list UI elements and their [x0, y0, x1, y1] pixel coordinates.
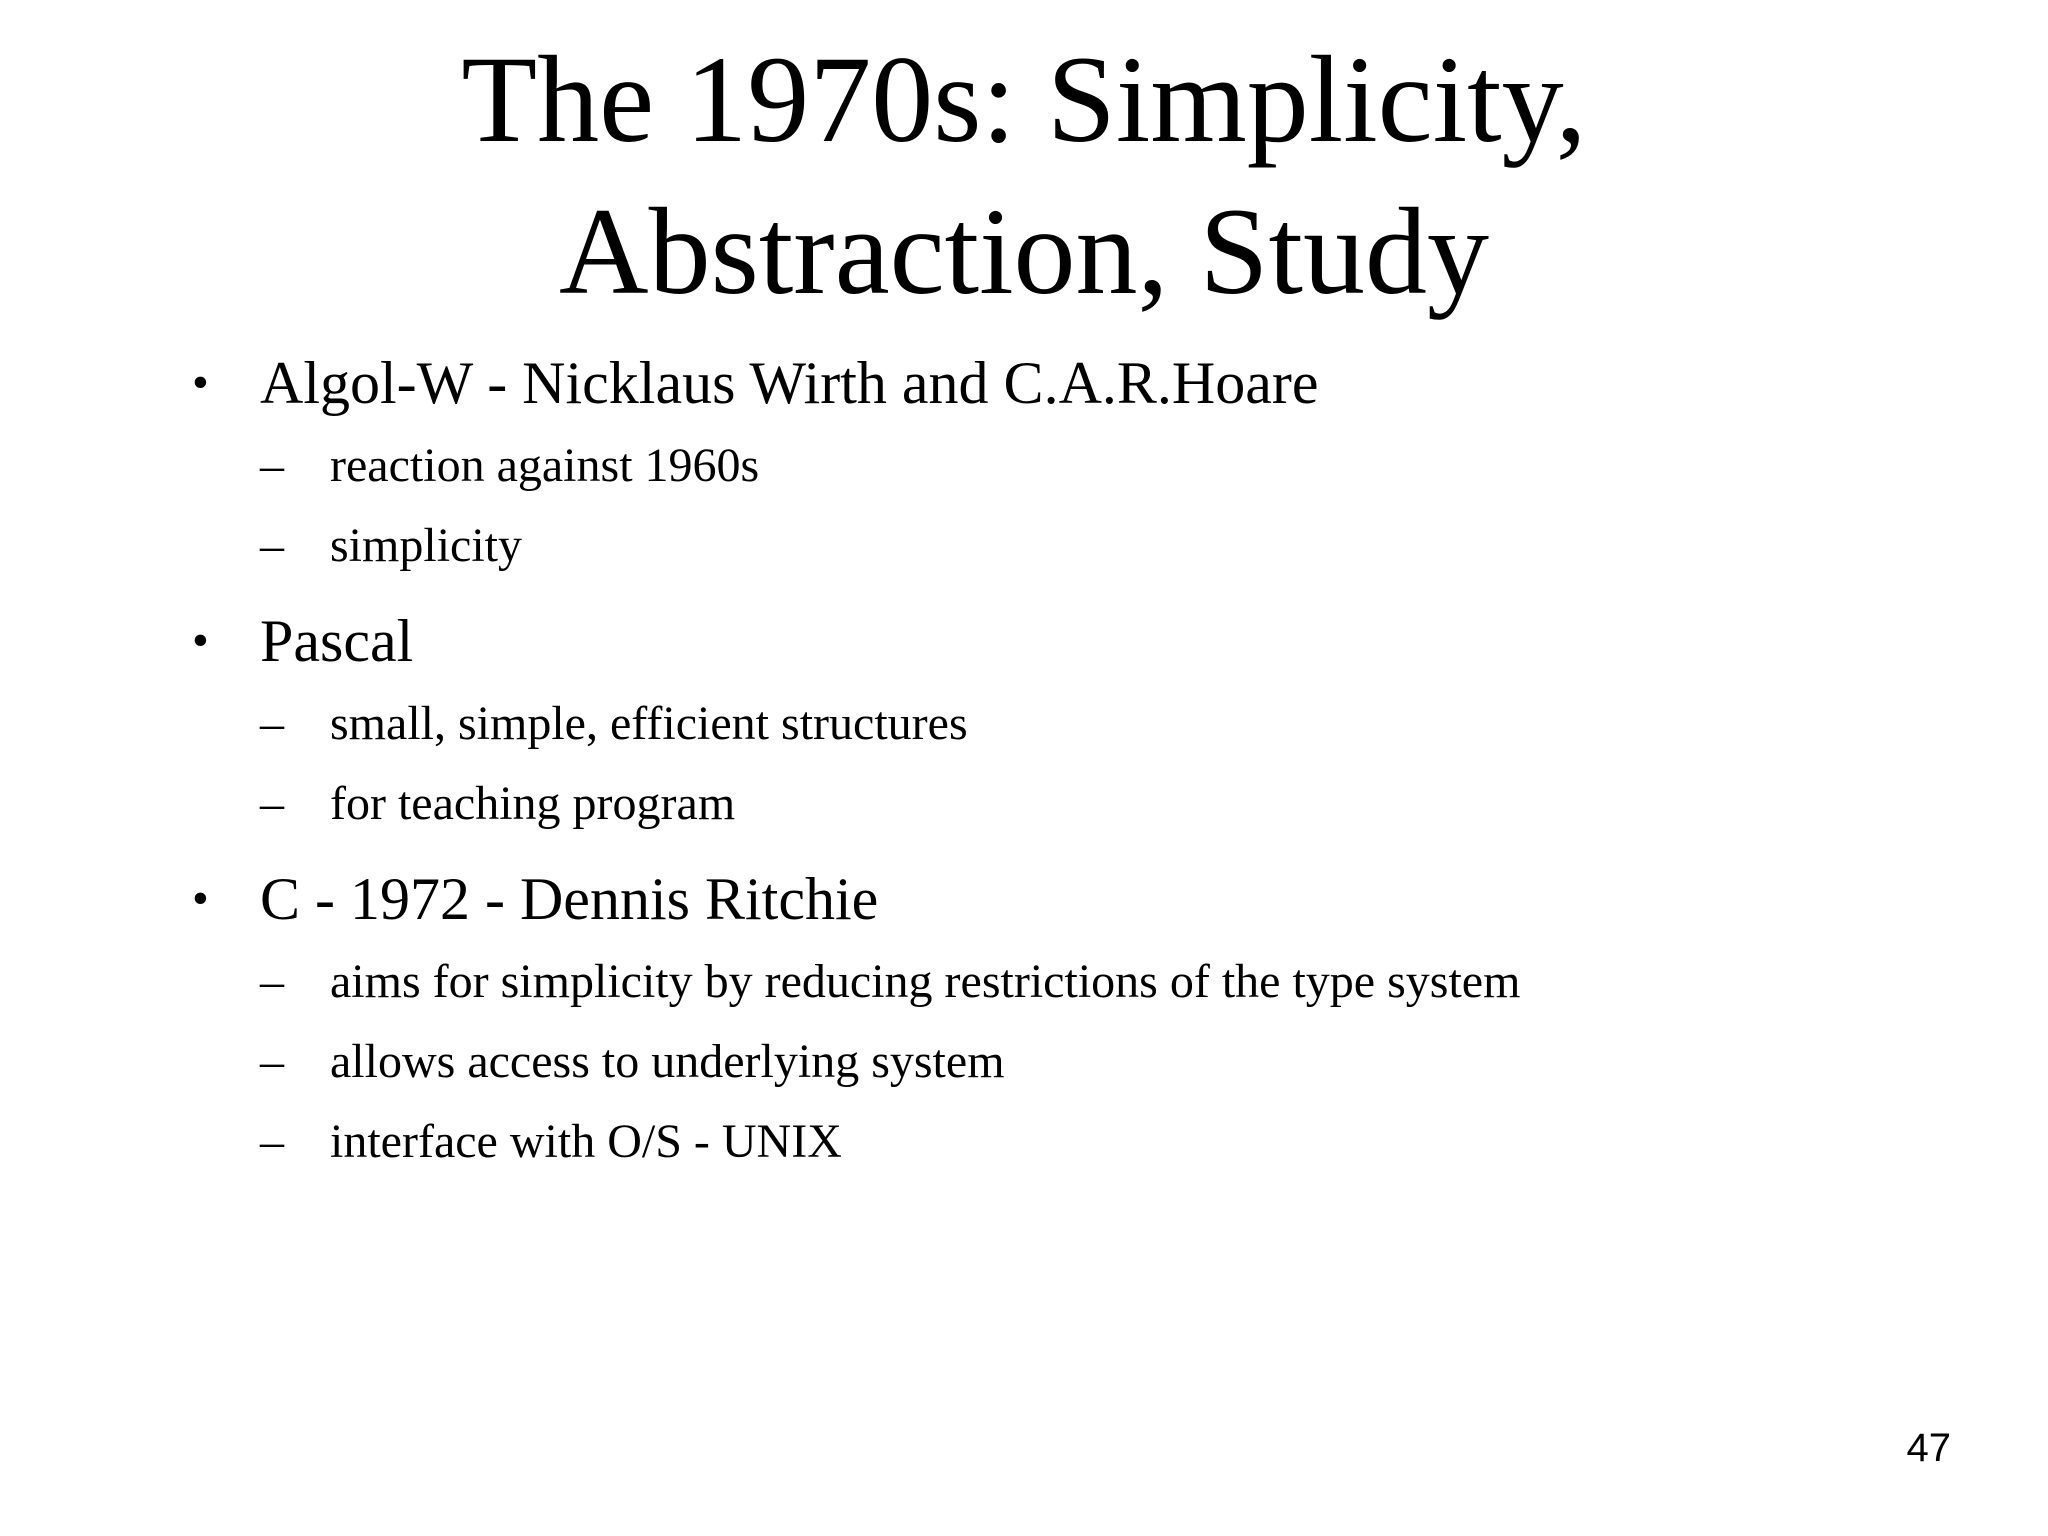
- sub-bullet-text: aims for simplicity by reducing restrictions of the type system: [330, 955, 1521, 1008]
- sub-bullet-item: [260, 506, 1990, 586]
- bullet-text: C - 1972 - Dennis Ritchie: [260, 866, 879, 932]
- bullet-text: Pascal: [260, 608, 414, 674]
- sub-bullet-item: [260, 1022, 1990, 1102]
- dash-icon: –: [260, 439, 284, 492]
- sub-bullet-list: [260, 426, 1990, 598]
- bullet-icon: •: [192, 872, 209, 925]
- dash-icon: –: [260, 955, 284, 1008]
- dash-icon: –: [260, 1035, 284, 1088]
- sub-bullet-text: allows access to underlying system: [330, 1035, 1005, 1088]
- bullet-item-pascal: [190, 598, 1990, 856]
- dash-icon: –: [260, 1115, 284, 1168]
- dash-icon: –: [260, 777, 284, 830]
- sub-bullet-text: interface with O/S - UNIX: [330, 1115, 842, 1168]
- page-number: 47: [1906, 1426, 1951, 1470]
- sub-bullet-item: [260, 426, 1990, 506]
- sub-bullet-item: [260, 764, 1990, 844]
- sub-bullet-text: small, simple, efficient structures: [330, 697, 968, 750]
- slide-title-line-1: The 1970s: Simplicity,: [461, 31, 1587, 168]
- bullet-item-c: [190, 856, 1990, 1194]
- bullet-text: Algol-W - Nicklaus Wirth and C.A.R.Hoare: [260, 350, 1319, 416]
- dash-icon: –: [260, 519, 284, 572]
- bullet-icon: •: [192, 614, 209, 667]
- slide-title-line-2: Abstraction, Study: [559, 183, 1489, 320]
- sub-bullet-item: [260, 942, 1990, 1022]
- sub-bullet-list: [260, 684, 1990, 856]
- sub-bullet-text: simplicity: [330, 519, 522, 572]
- bullet-icon: •: [192, 356, 209, 409]
- dash-icon: –: [260, 697, 284, 750]
- sub-bullet-item: [260, 1102, 1990, 1182]
- bullet-list: [190, 340, 1990, 1194]
- slide-title: [0, 24, 2048, 328]
- sub-bullet-text: reaction against 1960s: [330, 439, 760, 492]
- sub-bullet-text: for teaching program: [330, 777, 736, 830]
- sub-bullet-list: [260, 942, 1990, 1194]
- bullet-item-algol-w: [190, 340, 1990, 598]
- sub-bullet-item: [260, 684, 1990, 764]
